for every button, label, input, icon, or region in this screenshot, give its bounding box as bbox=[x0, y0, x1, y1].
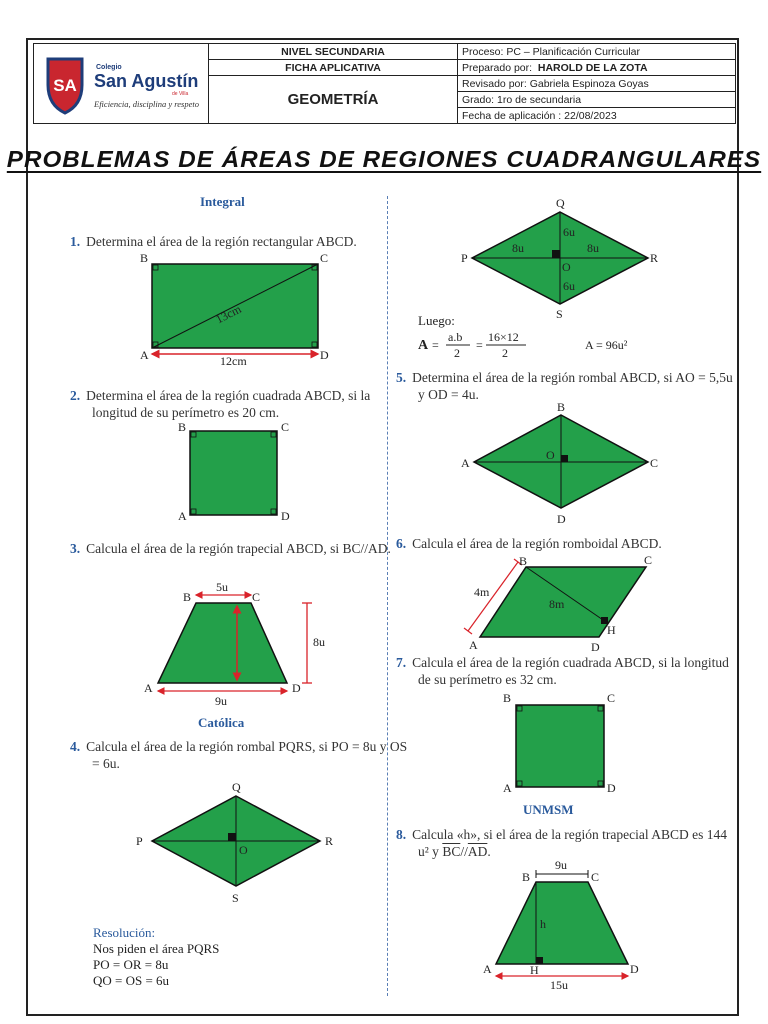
label-h-point: H bbox=[530, 963, 539, 977]
label-base: 15u bbox=[550, 978, 568, 992]
problem-text: Calcula el área de la región romboidal ABCD. bbox=[412, 536, 662, 551]
label-d: D bbox=[557, 512, 566, 526]
label-a: A bbox=[469, 638, 478, 652]
problem-number: 8. bbox=[396, 827, 407, 842]
label-a: A bbox=[178, 509, 187, 523]
problem-number: 4. bbox=[70, 739, 81, 754]
label-side: 4m bbox=[474, 585, 490, 599]
problem-number: 6. bbox=[396, 536, 407, 551]
equals-1: = bbox=[432, 338, 439, 352]
problem-text: Calcula el área de la región trapecial ABCD, si BC//AD. bbox=[86, 541, 391, 556]
resolucion-line-1: Nos piden el área PQRS bbox=[93, 941, 220, 956]
problem-number: 2. bbox=[70, 388, 81, 403]
result: A = 96u² bbox=[585, 338, 628, 352]
frac1-num: a.b bbox=[448, 330, 463, 344]
label-height: h bbox=[540, 917, 546, 931]
preparado-label: Preparado por: bbox=[462, 61, 533, 74]
frac1-den: 2 bbox=[454, 346, 460, 360]
label-right: 8u bbox=[587, 241, 599, 255]
label-b: B bbox=[557, 400, 566, 414]
label-h: H bbox=[607, 623, 616, 637]
figure-parallelogram-6 bbox=[464, 553, 652, 654]
ficha-cell: FICHA APLICATIVA bbox=[209, 60, 458, 76]
label-q: Q bbox=[232, 780, 241, 794]
problem-text: Calcula el área de la región rombal PQRS, si PO = 8u y OS = 6u. bbox=[86, 739, 408, 771]
label-d: D bbox=[320, 348, 329, 362]
label-a: A bbox=[144, 681, 153, 695]
figure-square-2 bbox=[178, 420, 290, 523]
proceso-cell: Proceso: PC – Planificación Curricular bbox=[458, 44, 736, 60]
label-r: R bbox=[650, 251, 659, 265]
label-o: O bbox=[239, 843, 248, 857]
label-c: C bbox=[650, 456, 659, 470]
label-base: 9u bbox=[215, 694, 227, 708]
label-c: C bbox=[281, 420, 290, 434]
parallel-symbol: // bbox=[460, 844, 468, 859]
label-height: 8u bbox=[313, 635, 325, 649]
label-s: S bbox=[232, 891, 239, 905]
resolucion-line-2: PO = OR = 8u bbox=[93, 957, 169, 972]
grado-cell: Grado: 1ro de secundaria bbox=[458, 92, 736, 108]
label-d: D bbox=[292, 681, 301, 695]
equals-2: = bbox=[476, 338, 483, 352]
area-symbol: A bbox=[418, 338, 429, 353]
label-a: A bbox=[140, 348, 149, 362]
section-unmsm: UNMSM bbox=[523, 802, 574, 817]
segment-bc: $\overline{BC}$ bbox=[442, 844, 461, 859]
formula bbox=[418, 330, 628, 360]
label-b: B bbox=[522, 870, 531, 884]
label-d: D bbox=[607, 781, 616, 795]
figure-square-7 bbox=[503, 691, 616, 795]
label-top: 6u bbox=[563, 225, 575, 239]
label-p: P bbox=[461, 251, 468, 265]
label-a: A bbox=[503, 781, 512, 795]
label-o: O bbox=[546, 448, 555, 462]
label-top: 9u bbox=[555, 858, 567, 872]
problem-text: Calcula el área de la región cuadrada ABCD, si la longitud de su perímetro es 32 cm. bbox=[412, 655, 729, 687]
label-a: A bbox=[483, 962, 492, 976]
label-c: C bbox=[252, 590, 261, 604]
section-integral: Integral bbox=[200, 194, 245, 209]
figure-rhombus-5 bbox=[461, 400, 658, 526]
label-c: C bbox=[591, 870, 600, 884]
label-left: 8u bbox=[512, 241, 524, 255]
figure-trapezoid-8 bbox=[483, 858, 639, 992]
label-d: D bbox=[591, 640, 600, 654]
school-name: San Agustín bbox=[94, 70, 199, 91]
nivel-cell: NIVEL SECUNDARIA bbox=[209, 44, 458, 60]
school-small-label: Colegio bbox=[96, 63, 122, 71]
label-o: O bbox=[562, 260, 571, 274]
label-diagonal: 13cm bbox=[213, 301, 244, 327]
logo-letters: SA bbox=[53, 75, 77, 95]
resolucion-line-3: QO = OS = 6u bbox=[93, 973, 170, 988]
period: . bbox=[487, 844, 491, 859]
page-title: PROBLEMAS DE ÁREAS DE REGIONES CUADRANGULARES bbox=[6, 146, 762, 172]
problem-text: Calcula «h», si el área de la región trapecial ABCD es 144 u² y bbox=[412, 827, 728, 859]
frac2-num: 16×12 bbox=[488, 330, 519, 344]
problem-text: Determina el área de la región rectangular ABCD. bbox=[86, 234, 357, 249]
label-r: R bbox=[325, 834, 334, 848]
label-b: B bbox=[140, 251, 149, 265]
label-b: B bbox=[178, 420, 187, 434]
problem-number: 7. bbox=[396, 655, 407, 670]
label-c: C bbox=[607, 691, 616, 705]
fecha-cell: Fecha de aplicación : 22/08/2023 bbox=[458, 108, 736, 124]
label-d: D bbox=[630, 962, 639, 976]
preparado-name: HAROLD DE LA ZOTA bbox=[537, 61, 648, 74]
figure-trapezoid-3 bbox=[144, 580, 325, 708]
label-b: B bbox=[503, 691, 512, 705]
label-height: 8m bbox=[549, 597, 565, 611]
label-b: B bbox=[519, 554, 528, 568]
problem-text: Determina el área de la región rombal ABCD, si AO = 5,5u y OD = 4u. bbox=[412, 370, 733, 402]
label-p: P bbox=[136, 834, 143, 848]
label-bottom: 6u bbox=[563, 279, 575, 293]
label-a: A bbox=[461, 456, 470, 470]
label-q: Q bbox=[556, 196, 565, 210]
school-motto: Eficiencia, disciplina y respeto bbox=[94, 98, 199, 109]
resolucion-heading: Resolución: bbox=[93, 925, 156, 940]
problem-number: 5. bbox=[396, 370, 407, 385]
label-d: D bbox=[281, 509, 290, 523]
label-c: C bbox=[320, 251, 329, 265]
segment-ad: $\overline{AD}$ bbox=[467, 844, 488, 859]
frac2-den: 2 bbox=[502, 346, 508, 360]
label-top: 5u bbox=[216, 580, 228, 594]
problem-number: 3. bbox=[70, 541, 81, 556]
problem-number: 1. bbox=[70, 234, 81, 249]
subject-cell: GEOMETRÍA bbox=[209, 76, 458, 124]
label-base: 12cm bbox=[220, 354, 247, 368]
label-s: S bbox=[556, 307, 563, 321]
luego-label: Luego: bbox=[418, 313, 455, 328]
figure-rhombus-4 bbox=[136, 780, 333, 905]
figure-rectangle bbox=[140, 251, 329, 368]
problem-text: Determina el área de la región cuadrada ABCD, si la longitud de su perímetro es 20 cm. bbox=[86, 388, 371, 420]
revisado-cell: Revisado por: Gabriela Espinoza Goyas bbox=[458, 76, 736, 92]
school-tag: de Villa bbox=[172, 90, 189, 97]
label-b: B bbox=[183, 590, 192, 604]
figure-rhombus-resolution bbox=[461, 196, 658, 321]
label-c: C bbox=[644, 553, 653, 567]
section-catolica: Católica bbox=[198, 715, 245, 730]
